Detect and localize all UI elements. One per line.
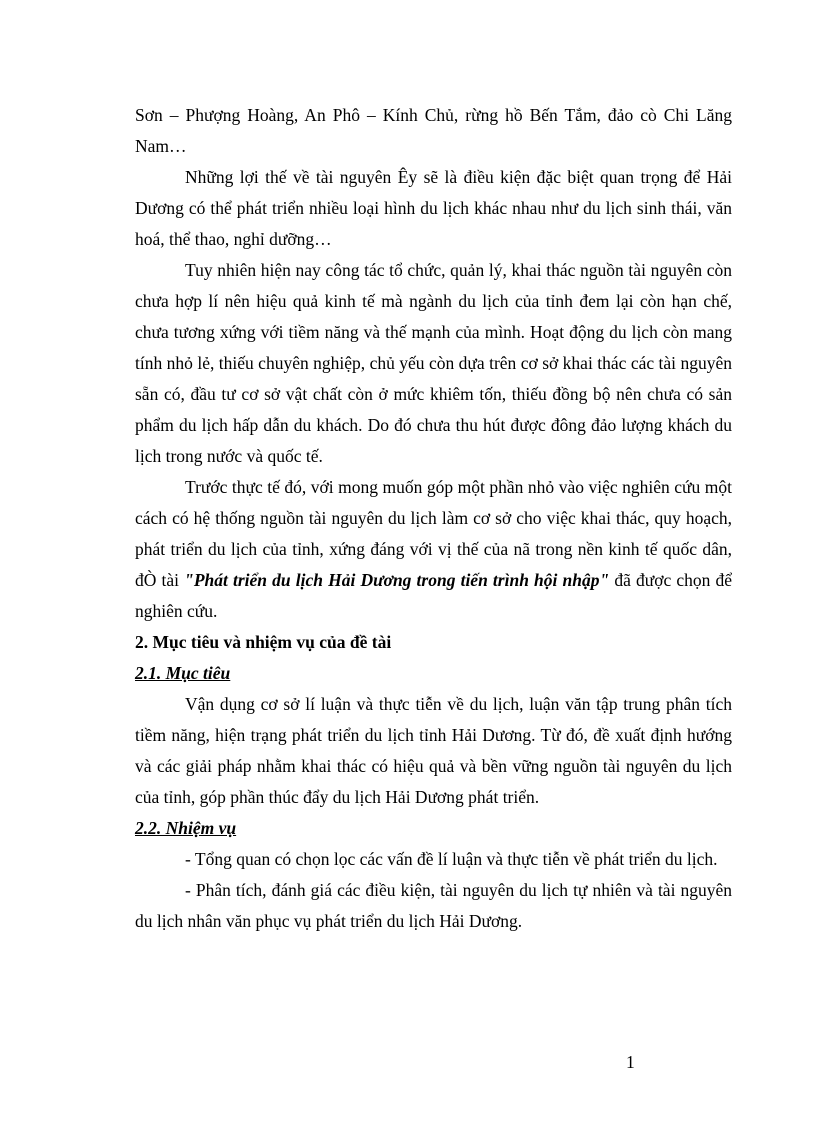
thesis-title: "Phát triển du lịch Hải Dương trong tiến trình hội nhập" xyxy=(184,570,610,590)
paragraph: Sơn – Phượng Hoàng, An Phô – Kính Chủ, rừng hồ Bến Tắm, đảo cò Chi Lăng Nam… xyxy=(135,105,732,156)
paragraph: Vận dụng cơ sở lí luận và thực tiễn về du lịch, luận văn tập trung phân tích tiềm năng, hiện trạng phát triển du lịch tỉnh Hải Dương. Từ đó, đề xuất định hướng và các giải pháp nhằm khai thác có hiệu quả và bền vững nguồn tài nguyên du lịch của tỉnh, góp phần thúc đẩy du lịch Hải Dương phát triển. xyxy=(135,694,732,807)
document-page xyxy=(135,100,732,937)
paragraph: Những lợi thế về tài nguyên Êy sẽ là điều kiện đặc biệt quan trọng để Hải Dương có thể phát triển nhiều loại hình du lịch khác nhau như du lịch sinh thái, văn hoá, thể thao, nghỉ dưỡng… xyxy=(135,167,732,249)
paragraph: Tuy nhiên hiện nay công tác tổ chức, quản lý, khai thác nguồn tài nguyên còn chưa hợp lí nên hiệu quả kinh tế mà ngành du lịch của tỉnh đem lại còn hạn chế, chưa tương xứng với tiềm năng và thế mạnh của mình. Hoạt động du lịch còn mang tính nhỏ lẻ, thiếu chuyên nghiệp, chủ yếu còn dựa trên cơ sở khai thác các tài nguyên sẵn có, đầu tư cơ sở vật chất còn ở mức khiêm tốn, thiếu đồng bộ nên chưa có sản phẩm du lịch hấp dẫn du khách. Do đó chưa thu hút được đông đảo lượng khách du lịch trong nước và quốc tế. xyxy=(135,260,732,466)
paragraph-text: Trước thực tế đó, với mong muốn góp một phần nhỏ vào việc nghiên cứu một cách có hệ thống nguồn tài nguyên du lịch làm cơ sở cho việc khai thác, quy hoạch, phát triển du lịch của tỉnh, xứng đáng với vị thế của nã trong nền kinh tế quốc dân, đÒ tài xyxy=(135,477,732,590)
page-number: 1 xyxy=(626,1052,635,1072)
subsection-heading: 2.2. Nhiệm vụ xyxy=(135,818,237,838)
subsection-heading: 2.1. Mục tiêu xyxy=(135,663,231,683)
paragraph xyxy=(135,472,732,627)
bullet-paragraph: - Phân tích, đánh giá các điều kiện, tài nguyên du lịch tự nhiên và tài nguyên du lịch nhân văn phục vụ phát triển du lịch Hải Dương. xyxy=(135,880,732,931)
paragraph-text: đã được chọn để nghiên cứu. xyxy=(135,570,732,621)
bullet-paragraph: - Tổng quan có chọn lọc các vấn đề lí luận và thực tiễn về phát triển du lịch. xyxy=(185,849,718,869)
section-heading: 2. Mục tiêu và nhiệm vụ của đề tài xyxy=(135,632,392,652)
